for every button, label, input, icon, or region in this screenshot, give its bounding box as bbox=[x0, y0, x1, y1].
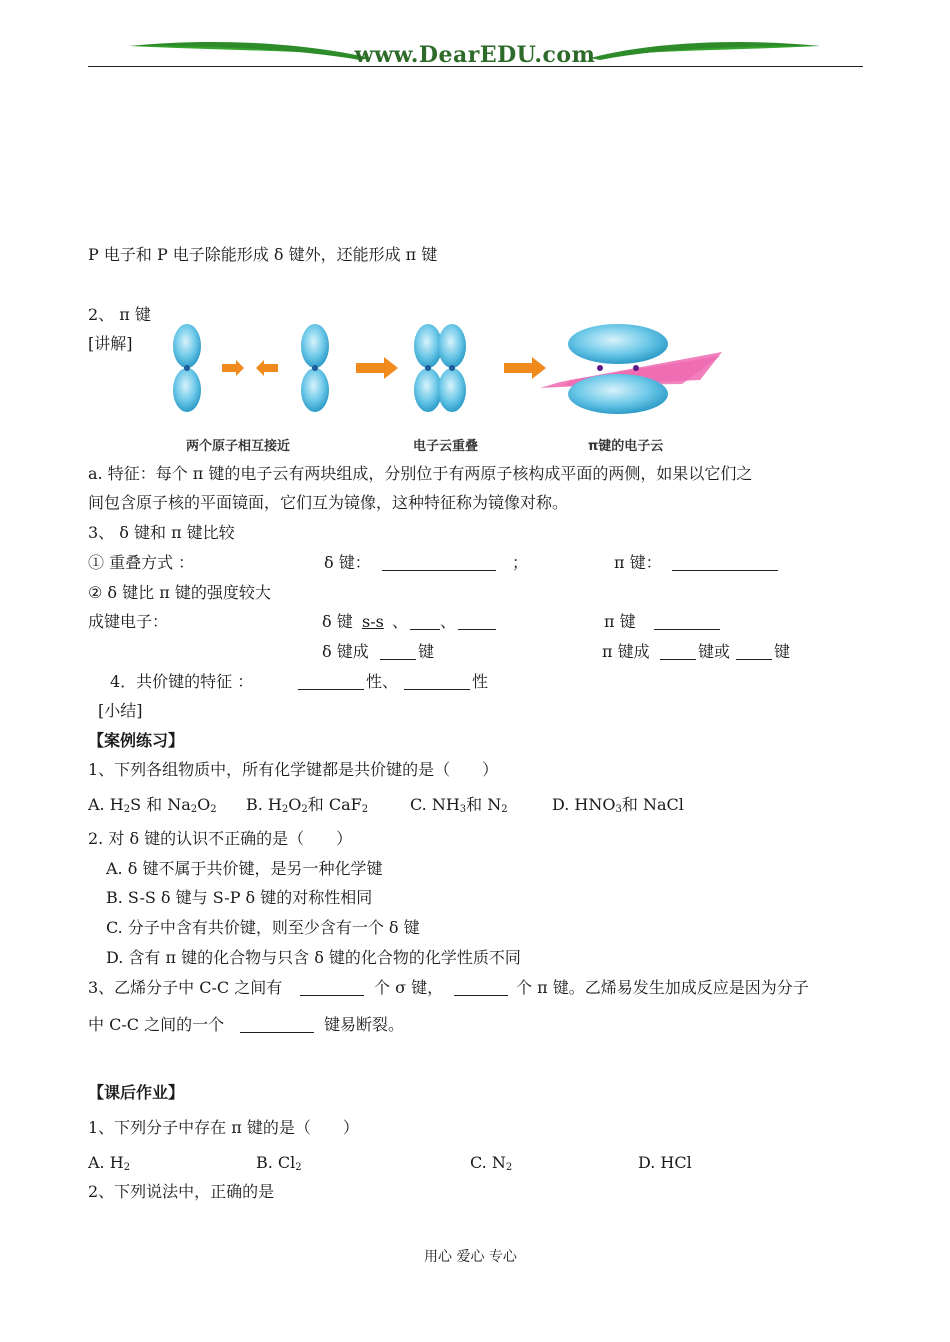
feature-blank-1[interactable] bbox=[298, 674, 364, 690]
pi-bond-label: π 键 bbox=[604, 612, 636, 631]
homework-q1-option-d: D. HCl bbox=[638, 1153, 692, 1172]
pi-form-b: 键或 bbox=[698, 642, 731, 661]
logo-text: www.DearEDU.com bbox=[354, 42, 596, 68]
header-rule bbox=[88, 66, 863, 67]
section3-title: 3、 δ 键和 π 键比较 bbox=[88, 523, 235, 542]
pi-form-c: 键 bbox=[774, 642, 791, 661]
case-q3-blank-1[interactable] bbox=[300, 980, 364, 996]
xing-2: 性 bbox=[472, 672, 489, 691]
sigma-overlap-key: δ 键： bbox=[324, 553, 371, 572]
p-orbital-right-icon bbox=[301, 324, 329, 412]
sigma-type-blank-2[interactable] bbox=[458, 614, 496, 630]
pi-type-blank[interactable] bbox=[654, 614, 720, 630]
sigma-bond-label: δ 键 bbox=[322, 612, 353, 631]
case-q1-option-a: A. $H_2S$ 和 $Na_2O_2$ bbox=[88, 795, 217, 815]
case-q2: 2. 对 δ 键的认识不正确的是（ ） bbox=[88, 829, 353, 848]
case-q2-option-c: C. 分子中含有共价键，则至少含有一个 δ 键 bbox=[106, 918, 420, 937]
homework-q1: 1、下列分子中存在 π 键的是（ ） bbox=[88, 1118, 359, 1137]
pi-form-blank-1[interactable] bbox=[660, 644, 696, 660]
sigma-overlap-blank[interactable] bbox=[382, 555, 496, 571]
feature-blank-2[interactable] bbox=[404, 674, 470, 690]
case-q3-e: 键易断裂。 bbox=[324, 1015, 405, 1034]
homework-q2: 2、下列说法中，正确的是 bbox=[88, 1182, 275, 1201]
homework-q1-option-c: C. $N_2$ bbox=[470, 1153, 513, 1173]
case-q2-option-d: D. 含有 π 键的化合物与只含 δ 键的化合物的化学性质不同 bbox=[106, 948, 521, 967]
case-heading: 【案例练习】 bbox=[88, 731, 185, 750]
feature-line-1: a. 特征：每个 π 键的电子云有两块组成，分别位于有两原子核构成平面的两侧，如果以它们之 bbox=[88, 464, 753, 483]
homework-q1-option-b: B. $Cl_2$ bbox=[256, 1153, 302, 1173]
overlap-label: ① 重叠方式 ： bbox=[88, 553, 195, 572]
sep-2: 、 bbox=[440, 612, 457, 631]
arrow-result-icon bbox=[504, 357, 546, 379]
sigma-form-a: δ 键成 bbox=[322, 642, 369, 661]
arrow-overlap-icon bbox=[356, 357, 398, 379]
overlapping-orbitals-icon bbox=[414, 324, 466, 412]
ss-type: s-s bbox=[362, 612, 384, 631]
case-q1-option-c: C. $NH_3$和 $N_2$ bbox=[410, 795, 508, 815]
explain-tag: [讲解] bbox=[88, 334, 133, 353]
case-q3-d: 中 C-C 之间的一个 bbox=[88, 1015, 225, 1034]
case-q1-option-d: D. $HNO_3$和 NaCl bbox=[552, 795, 684, 815]
caption-overlap: 电子云重叠 bbox=[413, 439, 479, 454]
sep-1: 、 bbox=[392, 612, 409, 631]
homework-heading: 【课后作业】 bbox=[88, 1083, 185, 1102]
feature-label: 4．共价键的特征 ： bbox=[110, 672, 254, 691]
electron-label: 成键电子： bbox=[88, 612, 169, 631]
case-q1-option-b: B. $H_2O_2$和 CaF$_2$ bbox=[246, 795, 369, 815]
case-q2-option-a: A. δ 键不属于共价键，是另一种化学键 bbox=[106, 859, 383, 878]
xing-1: 性、 bbox=[366, 672, 399, 691]
page-footer: 用心 爱心 专心 bbox=[424, 1249, 517, 1265]
arrow-left-icon bbox=[256, 360, 278, 376]
case-q3-b: 个 σ 键， bbox=[374, 978, 444, 997]
case-q3-c: 个 π 键。乙烯易发生加成反应是因为分子 bbox=[516, 978, 809, 997]
pi-form-blank-2[interactable] bbox=[736, 644, 772, 660]
case-q2-option-b: B. S-S δ 键与 S-P δ 键的对称性相同 bbox=[106, 888, 373, 907]
case-q3-blank-2[interactable] bbox=[454, 980, 508, 996]
summary-tag: [小结] bbox=[98, 701, 143, 720]
sigma-form-b: 键 bbox=[418, 642, 435, 661]
arrow-right-icon bbox=[222, 360, 244, 376]
semicolon: ； bbox=[512, 553, 529, 572]
caption-pi-cloud: π键的电子云 bbox=[588, 439, 664, 454]
section2-title: 2、 π 键 bbox=[88, 305, 151, 324]
pi-overlap-blank[interactable] bbox=[672, 555, 778, 571]
intro-line: P 电子和 P 电子除能形成 δ 键外，还能形成 π 键 bbox=[88, 245, 438, 264]
strength-line: ② δ 键比 π 键的强度较大 bbox=[88, 583, 271, 602]
case-q3-blank-3[interactable] bbox=[240, 1017, 314, 1033]
case-q1: 1、下列各组物质中，所有化学键都是共价键的是（ ） bbox=[88, 760, 499, 779]
homework-q1-option-a: A. $H_2$ bbox=[88, 1153, 131, 1173]
pi-electron-cloud-icon bbox=[540, 324, 722, 414]
sigma-form-blank[interactable] bbox=[380, 644, 416, 660]
p-orbital-left-icon bbox=[173, 324, 201, 412]
case-q3-a: 3、乙烯分子中 C-C 之间有 bbox=[88, 978, 283, 997]
caption-approach: 两个原子相互接近 bbox=[186, 439, 291, 454]
pi-form-a: π 键成 bbox=[602, 642, 650, 661]
pi-overlap-key: π 键： bbox=[614, 553, 662, 572]
feature-line-2: 间包含原子核的平面镜面，它们互为镜像，这种特征称为镜像对称。 bbox=[88, 493, 569, 512]
sigma-type-blank-1[interactable] bbox=[410, 614, 440, 630]
